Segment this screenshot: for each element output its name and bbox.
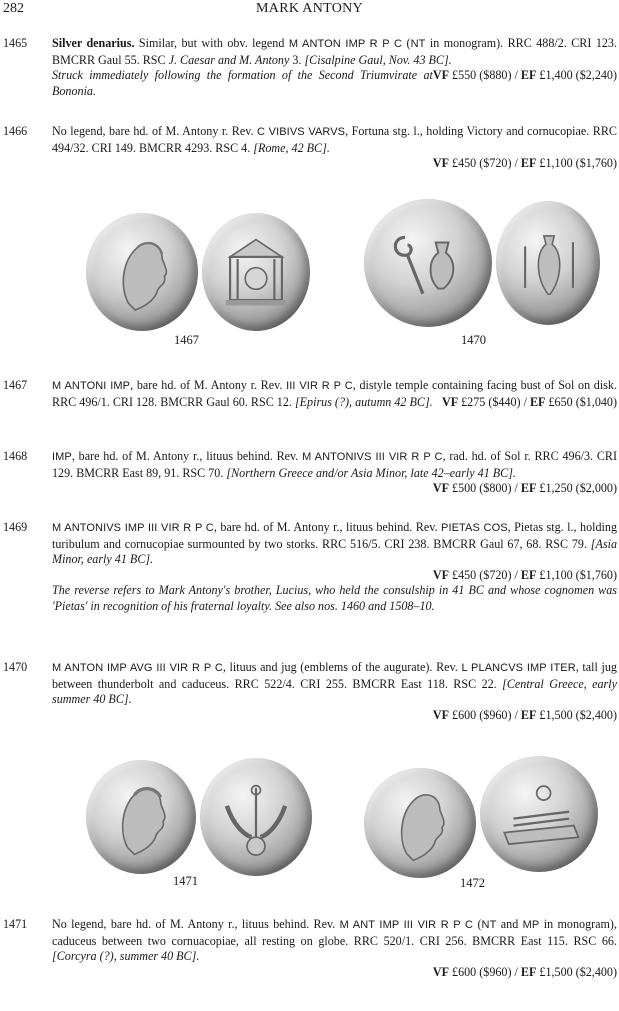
price-line: VF £550 ($880) / EF £1,400 ($2,240) bbox=[432, 68, 617, 83]
entry-number: 1466 bbox=[3, 124, 28, 138]
coin-plate-row bbox=[0, 742, 619, 892]
coin-photo-1467-obverse bbox=[86, 213, 198, 331]
price-line: VF £450 ($720) / EF £1,100 ($1,760) bbox=[432, 567, 617, 582]
mint-date: [Central Greece, early summer 40 BC]. bbox=[52, 676, 617, 707]
coin-legend: M ANTONIVS IMP III VIR R P C bbox=[52, 522, 214, 534]
entry-text: No legend, bare hd. of M. Antony r., lituus behind. Rev. M ANT IMP III VIR R P C (NT and MP in monogram), caduceus between two cornuacopiae, all resting on globe. RRC 520/1. CRI 256. BMCRR East 115. RSC 66. [Corcyra (?), summer 40 BC]. VF £600 ($960) / EF £1,500 ($2,400) bbox=[52, 917, 617, 979]
coin-photo-1470-reverse bbox=[496, 201, 600, 325]
page-header bbox=[0, 0, 619, 22]
price-line: VF £600 ($960) / EF £1,500 ($2,400) bbox=[432, 964, 617, 979]
entry-number: 1465 bbox=[3, 36, 28, 50]
plate-label: 1472 bbox=[460, 876, 485, 890]
lituus-jug-icon bbox=[364, 199, 492, 327]
coin-legend: III VIR R P C bbox=[286, 380, 353, 392]
entry-text: Silver denarius. Similar, but with obv. legend M ANTON IMP R P C (NT in monogram). RRC 488/2. CRI 123. BMCRR Gaul 55. RSC J. Caesar and M. Antony 3. [Cisalpine Gaul, Nov. 43 BC]. VF £550 ($880) / EF £1,400 ($2,240) Struck immediately following the formation of the Second Triumvirate at Bononia. bbox=[52, 36, 617, 98]
head-icon bbox=[86, 213, 198, 331]
mint-date: [Epirus (?), autumn 42 BC]. bbox=[294, 394, 433, 409]
entry-text: No legend, bare hd. of M. Antony r. Rev. C VIBIVS VARVS, Fortuna stg. l., holding Victory and cornucopiae. RRC 494/32. CRI 149. BMCRR 4293. RSC 4. [Rome, 42 BC]. VF £450 ($720) / EF £1,100 ($1,760) bbox=[52, 124, 617, 171]
coin-legend: M ANTON IMP AVG III VIR R P C bbox=[52, 662, 223, 674]
coin-photo-1471-reverse bbox=[200, 758, 312, 876]
denomination-title: Silver denarius. bbox=[52, 36, 135, 50]
page-number: 282 bbox=[3, 1, 24, 16]
coin-legend: M ANTON IMP R P C bbox=[288, 38, 403, 50]
coin-legend: IMP bbox=[52, 451, 72, 463]
entry-text: M ANTON IMP AVG III VIR R P C, lituus and jug (emblems of the augurate). Rev. L PLANCVS IMP ITER, tall jug between thunderbolt and caduceus. RRC 522/4. CRI 255. BMCRR East 118. RSC 22. [Central Greece, early summer 40 BC]. VF £600 ($960) / EF £1,500 ($2,400) bbox=[52, 660, 617, 722]
coin-photo-1472-reverse bbox=[480, 756, 598, 872]
plate-label: 1470 bbox=[461, 333, 486, 347]
price-line: VF £500 ($800) / EF £1,250 ($2,000) bbox=[432, 481, 617, 496]
coin-legend: M ANTONI IMP bbox=[52, 380, 131, 392]
coin-plate-row bbox=[0, 195, 619, 355]
head-icon bbox=[86, 760, 196, 874]
price-line: VF £450 ($720) / EF £1,100 ($1,760) bbox=[432, 156, 617, 171]
coin-legend: M ANT IMP III VIR R P C bbox=[339, 919, 474, 931]
coin-legend: L PLANCVS IMP ITER bbox=[461, 662, 576, 674]
coin-legend: NT bbox=[410, 38, 426, 50]
entry-text: IMP, bare hd. of M. Antony r., lituus behind. Rev. M ANTONIVS III VIR R P C, rad. hd. of Sol r. RRC 496/3. CRI 129. BMCRR East 89, 91. RSC 70. [Northern Greece and/or Asia Minor, late 42–early 41 BC]. VF £500 ($800) / EF £1,250 ($2,000) bbox=[52, 449, 617, 496]
entry-number: 1471 bbox=[3, 917, 28, 931]
coin-photo-1471-obverse bbox=[86, 760, 196, 874]
jug-icon bbox=[496, 201, 600, 325]
mint-date: [Rome, 42 BC]. bbox=[253, 140, 330, 155]
entry-text: M ANTONIVS IMP III VIR R P C, bare hd. of M. Antony r., lituus behind. Rev. PIETAS COS, Pietas stg. l., holding turibulum and cornucopiae surmounted by two storks. RRC 516/5. CRI 238. BMCRR Gaul 67, 68. RSC 79. [Asia Minor, early 41 BC]. VF £450 ($720) / EF £1,100 ($1,760) The reverse refers to Mark Antony's brother, Lucius, who held the consulship in 41 BC and whose cognomen was 'Pietas' in recognition of his fraternal loyalty. See also nos. 1460 and 1508–10. bbox=[52, 520, 617, 613]
mint-date: [Northern Greece and/or Asia Minor, late 42–early 41 BC]. bbox=[226, 465, 516, 480]
head-icon bbox=[364, 768, 476, 878]
coin-legend: PIETAS COS bbox=[441, 522, 508, 534]
coin-legend: NT bbox=[481, 919, 497, 931]
entry-note: Struck immediately following the formation of the Second Triumvirate at Bononia. bbox=[52, 68, 433, 98]
coin-photo-1467-reverse bbox=[202, 213, 310, 331]
coin-legend: C VIBIVS VARVS bbox=[256, 126, 346, 138]
plate-label: 1471 bbox=[173, 874, 198, 888]
entry-number: 1469 bbox=[3, 520, 28, 534]
entry-text: M ANTONI IMP, bare hd. of M. Antony r. Rev. III VIR R P C, distyle temple containing facing bust of Sol on disk. RRC 496/1. CRI 128. BMCRR Gaul 60. RSC 12. [Epirus (?), autumn 42 BC]. VF £275 ($440) / EF £650 ($1,040) bbox=[52, 378, 617, 409]
entry-number: 1467 bbox=[3, 378, 28, 392]
running-head: MARK ANTONY bbox=[256, 1, 363, 16]
mint-date: [Asia Minor, early 41 BC]. bbox=[52, 536, 617, 567]
coin-legend: MP bbox=[522, 919, 540, 931]
caduceus-cornucopiae-icon bbox=[200, 758, 312, 876]
mint-date: [Corcyra (?), summer 40 BC]. bbox=[52, 949, 200, 964]
price-line: VF £275 ($440) / EF £650 ($1,040) bbox=[441, 394, 617, 409]
price-line: VF £600 ($960) / EF £1,500 ($2,400) bbox=[432, 707, 617, 722]
plate-label: 1467 bbox=[174, 333, 199, 347]
galley-prow-icon bbox=[480, 756, 598, 872]
entry-number: 1468 bbox=[3, 449, 28, 463]
coin-photo-1470-obverse bbox=[364, 199, 492, 327]
coin-photo-1472-obverse bbox=[364, 768, 476, 878]
entry-note: The reverse refers to Mark Antony's brother, Lucius, who held the consulship in 41 BC and whose cognomen was 'Pietas' in recognition of his fraternal loyalty. See also nos. 1460 and 1508–10. bbox=[52, 583, 617, 613]
temple-icon bbox=[202, 213, 310, 331]
mint-date: [Cisalpine Gaul, Nov. 43 BC]. bbox=[304, 52, 452, 67]
entry-number: 1470 bbox=[3, 660, 28, 674]
coin-legend: M ANTONIVS III VIR R P C bbox=[302, 451, 443, 463]
